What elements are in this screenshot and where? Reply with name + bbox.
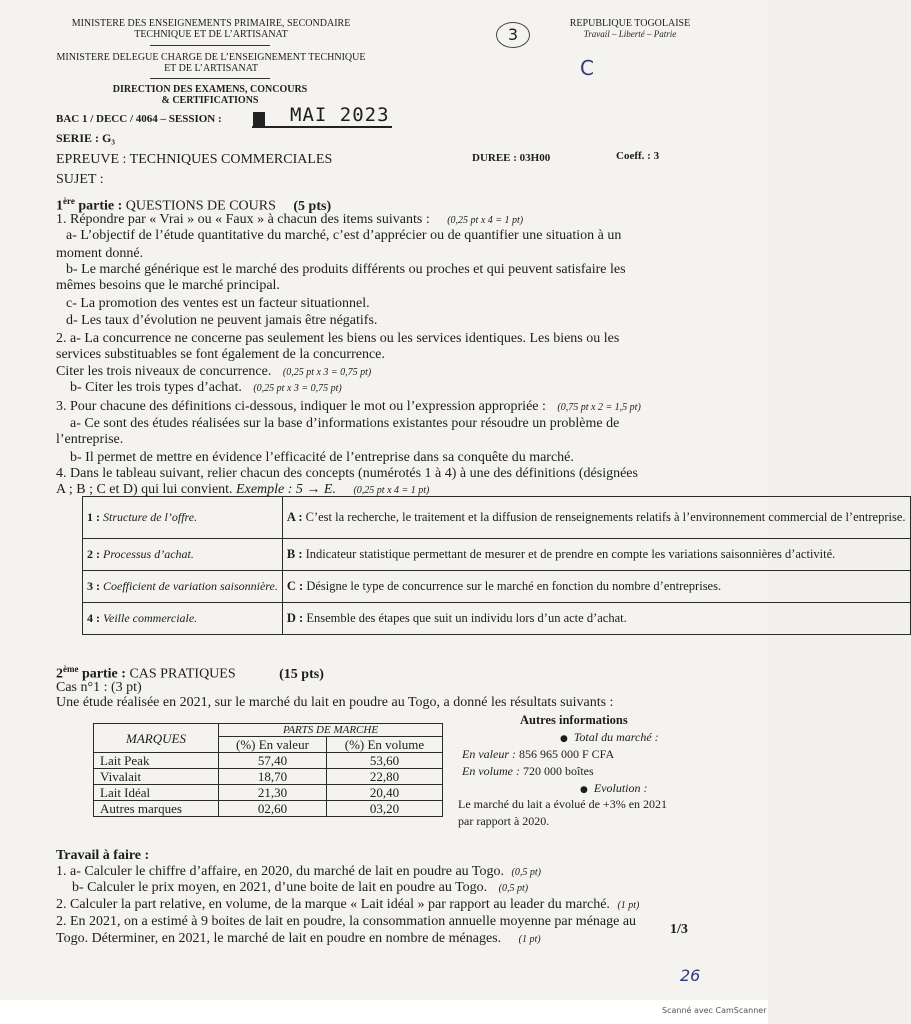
direction-line1: DIRECTION DES EXAMENS, CONCOURS — [112, 84, 308, 95]
definition-cell — [282, 571, 910, 603]
volume-label: En volume : — [462, 764, 520, 778]
evolution-line2: par rapport à 2020. — [458, 814, 550, 828]
q2a-line2: services substituables se font également de la concurrence. — [56, 347, 385, 362]
part2-label: partie : — [78, 666, 130, 682]
exam-code: BAC 1 / DECC / 4064 – SESSION : — [56, 113, 222, 125]
concept-row — [83, 571, 911, 603]
market-volume-line — [462, 764, 594, 779]
republic-motto: Travail – Liberté – Patrie — [583, 29, 677, 39]
q3b: b- Il permet de mettre en évidence l’efficacité de l’entreprise dans sa conquête du marché. — [70, 450, 574, 465]
task-3-text: Togo. Déterminer, en 2021, le marché de lait en poudre en nombre de ménages. — [56, 931, 502, 946]
page-number: 1/3 — [670, 922, 688, 937]
task-1b-text: b- Calculer le prix moyen, en 2021, d’une boite de lait en poudre au Togo. — [72, 880, 488, 895]
task-1b — [72, 880, 528, 897]
q1b-line2: mêmes besoins que le marché principal. — [56, 278, 280, 293]
part2-heading: CAS PRATIQUES — [129, 666, 236, 682]
ministry-header-2 — [52, 52, 370, 74]
concept-name: Processus d’achat. — [103, 547, 194, 561]
concept-cell — [83, 603, 283, 635]
col-header-volume: (%) En volume — [326, 737, 442, 753]
task-1a-text: 1. a- Calculer le chiffre d’affaire, en 2020, du marché de lait en poudre au Togo. — [56, 864, 505, 879]
definition-key: B : — [286, 547, 303, 561]
concepts-table — [82, 496, 911, 635]
header-divider — [150, 45, 270, 46]
col-header-valeur: (%) En valeur — [219, 737, 327, 753]
q2b-text: b- Citer les trois types d’achat. — [70, 380, 242, 395]
case1-intro: Une étude réalisée en 2021, sur le marché du lait en poudre au Togo, a donné les résultats suivants : — [56, 695, 614, 710]
market-value-line — [462, 747, 614, 762]
value-cell: 21,30 — [219, 785, 327, 801]
q2b — [70, 380, 342, 397]
value-label: En valeur : — [462, 747, 516, 761]
table-row — [94, 785, 443, 801]
brand-cell: Autres marques — [94, 801, 219, 817]
evolution-label: Evolution : — [593, 781, 648, 795]
bullet-icon: ● — [560, 734, 568, 744]
task-2 — [56, 897, 639, 914]
concept-num: 1 : — [87, 510, 100, 524]
task-3-points: (1 pt) — [518, 934, 541, 945]
task-2-text: 2. Calculer la part relative, en volume, de la marque « Lait idéal » par rapport au leader du marché. — [56, 897, 610, 912]
total-market-label — [560, 730, 659, 745]
q1a-line1: a- L’objectif de l’étude quantitative du marché, c’est d’apprécier ou de quantifier une situation à un — [66, 228, 622, 243]
task-3-line1: 2. En 2021, on a estimé à 9 boites de lait en poudre, la consommation annuelle moyenne par ménage au — [56, 914, 637, 929]
concept-cell — [83, 539, 283, 571]
definition-text: Ensemble des étapes que suit un individu lors d’un acte d’achat. — [306, 611, 627, 625]
concept-name: Structure de l’offre. — [103, 510, 198, 524]
q3a-line2: l’entreprise. — [56, 432, 124, 447]
ministry1-line2: TECHNIQUE ET DE L’ARTISANAT — [134, 29, 288, 40]
part2-points: (15 pts) — [279, 666, 324, 682]
volume-amount: 720 000 boîtes — [522, 764, 594, 778]
value-cell: 57,40 — [219, 753, 327, 769]
concept-num: 2 : — [87, 547, 100, 561]
q4-text: A ; B ; C et D) qui lui convient. — [56, 482, 233, 497]
definition-text: Indicateur statistique permettant de mesurer et de prendre en compte les variations saisonnières d’activité. — [305, 547, 836, 561]
total-label: Total du marché : — [573, 730, 659, 744]
republic-name: REPUBLIQUE TOGOLAISE — [569, 18, 691, 29]
brand-cell: Vivalait — [94, 769, 219, 785]
concept-name: Coefficient de variation saisonnière. — [103, 579, 278, 593]
part2-num: 2 — [56, 666, 63, 682]
direction-line2: & CERTIFICATIONS — [161, 95, 259, 106]
definition-text: Désigne le type de concurrence sur le marché en fonction du nombre d’entreprises. — [306, 579, 722, 593]
scanner-footer — [0, 1000, 768, 1024]
ministry1-line1: MINISTERE DES ENSEIGNEMENTS PRIMAIRE, SECONDAIRE — [71, 18, 351, 29]
value-cell: 02,60 — [219, 801, 327, 817]
part2-sup: ème — [63, 664, 79, 674]
task-1a-points: (0,5 pt) — [511, 867, 541, 878]
q1c: c- La promotion des ventes est un facteur situationnel. — [66, 296, 370, 311]
task-3-line2 — [56, 931, 541, 948]
q1d: d- Les taux d’évolution ne peuvent jamais être négatifs. — [66, 313, 378, 328]
scanner-note: Scanné avec CamScanner — [662, 1006, 767, 1015]
ministry2-line1: MINISTERE DELEGUE CHARGE DE L’ENSEIGNEMENT TECHNIQUE — [56, 52, 366, 63]
direction-header — [90, 84, 330, 106]
session-date: MAI 2023 — [290, 104, 390, 126]
q1 — [56, 212, 523, 229]
coefficient: Coeff. : 3 — [616, 150, 660, 162]
part1-num: 1 — [56, 198, 63, 214]
duration: DUREE : 03H00 — [472, 152, 551, 164]
q2a-points: (0,25 pt x 3 = 0,75 pt) — [282, 367, 372, 378]
concept-name: Veille commerciale. — [103, 611, 198, 625]
definition-cell — [282, 497, 910, 539]
concept-row — [83, 539, 911, 571]
col-header-parts: PARTS DE MARCHE — [219, 724, 443, 737]
value-amount: 856 965 000 F CFA — [518, 747, 615, 761]
concept-cell — [83, 497, 283, 539]
definition-key: C : — [286, 579, 304, 593]
concept-num: 4 : — [87, 611, 100, 625]
header-divider — [150, 78, 270, 79]
task-1a — [56, 864, 541, 881]
q2b-points: (0,25 pt x 3 = 0,75 pt) — [253, 383, 342, 394]
sujet-label: SUJET : — [56, 172, 104, 187]
concept-row — [83, 603, 911, 635]
circled-number: 3 — [507, 25, 519, 44]
definition-cell — [282, 603, 910, 635]
task-2-points: (1 pt) — [617, 900, 640, 911]
part1-heading: QUESTIONS DE COURS — [125, 198, 276, 214]
q3 — [56, 399, 641, 416]
q2a-line3 — [56, 364, 371, 381]
q1-points: (0,25 pt x 4 = 1 pt) — [447, 215, 524, 226]
other-info-title: Autres informations — [520, 713, 628, 727]
volume-cell: 22,80 — [326, 769, 442, 785]
q3a-line1: a- Ce sont des études réalisées sur la base d’informations existantes pour résoudre un problème de — [70, 416, 620, 431]
tasks-title: Travail à faire : — [56, 848, 150, 863]
table-row — [94, 753, 443, 769]
ministry-header-1 — [56, 18, 366, 40]
q1a-line2: moment donné. — [56, 246, 144, 261]
q1-text: 1. Répondre par « Vrai » ou « Faux » à chacun des items suivants : — [56, 212, 430, 227]
concept-row — [83, 497, 911, 539]
page-number-circle — [496, 22, 530, 48]
value-cell: 18,70 — [219, 769, 327, 785]
handwritten-mark: C — [580, 56, 594, 80]
serie: SERIE : G₃ — [56, 131, 115, 145]
q3-text: 3. Pour chacune des définitions ci-dessous, indiquer le mot ou l’expression appropriée : — [56, 399, 546, 414]
evolution-line1: Le marché du lait a évolué de +3% en 2021 — [458, 797, 668, 811]
q4-points: (0,25 pt x 4 = 1 pt) — [353, 485, 430, 496]
q2a-line1: 2. a- La concurrence ne concerne pas seulement les biens ou les services identiques. Les biens ou les — [56, 331, 620, 346]
table-header-row — [94, 724, 443, 737]
part1-label: partie : — [74, 198, 126, 214]
definition-text: C’est la recherche, le traitement et la diffusion de renseignements relatifs à l’environnement commercial de l’entreprise. — [305, 510, 906, 524]
handwritten-number: 26 — [680, 966, 701, 985]
q1b-line1: b- Le marché générique est le marché des produits différents ou proches et qui peuvent satisfaire les — [66, 262, 626, 277]
evolution-label-line — [580, 781, 648, 796]
ink-stamp — [253, 112, 265, 126]
session-underline — [252, 126, 392, 128]
volume-cell: 03,20 — [326, 801, 442, 817]
definition-key: A : — [286, 510, 303, 524]
table-row — [94, 801, 443, 817]
concept-cell — [83, 571, 283, 603]
case1-title: Cas n°1 : (3 pt) — [56, 680, 142, 695]
q3-points: (0,75 pt x 2 = 1,5 pt) — [557, 402, 641, 413]
bullet-icon: ● — [580, 785, 588, 795]
q4-line1: 4. Dans le tableau suivant, relier chacun des concepts (numérotés 1 à 4) à une des définitions (désignées — [56, 466, 638, 481]
republic-header — [560, 18, 700, 40]
brand-cell: Lait Idéal — [94, 785, 219, 801]
part1-points: (5 pts) — [293, 198, 332, 214]
brand-cell: Lait Peak — [94, 753, 219, 769]
ministry2-line2: ET DE L’ARTISANAT — [164, 63, 258, 74]
task-1b-points: (0,5 pt) — [498, 883, 529, 894]
col-header-marques: MARQUES — [94, 724, 219, 753]
q4-example: Exemple : 5 → E. — [236, 482, 336, 497]
definition-cell — [282, 539, 910, 571]
q2a-text: Citer les trois niveaux de concurrence. — [56, 364, 272, 379]
definition-key: D : — [286, 611, 304, 625]
epreuve-title: EPREUVE : TECHNIQUES COMMERCIALES — [56, 152, 333, 167]
volume-cell: 20,40 — [326, 785, 442, 801]
concept-num: 3 : — [87, 579, 100, 593]
part1-sup: ère — [63, 196, 75, 206]
volume-cell: 53,60 — [326, 753, 442, 769]
market-share-table — [93, 723, 443, 817]
table-row — [94, 769, 443, 785]
